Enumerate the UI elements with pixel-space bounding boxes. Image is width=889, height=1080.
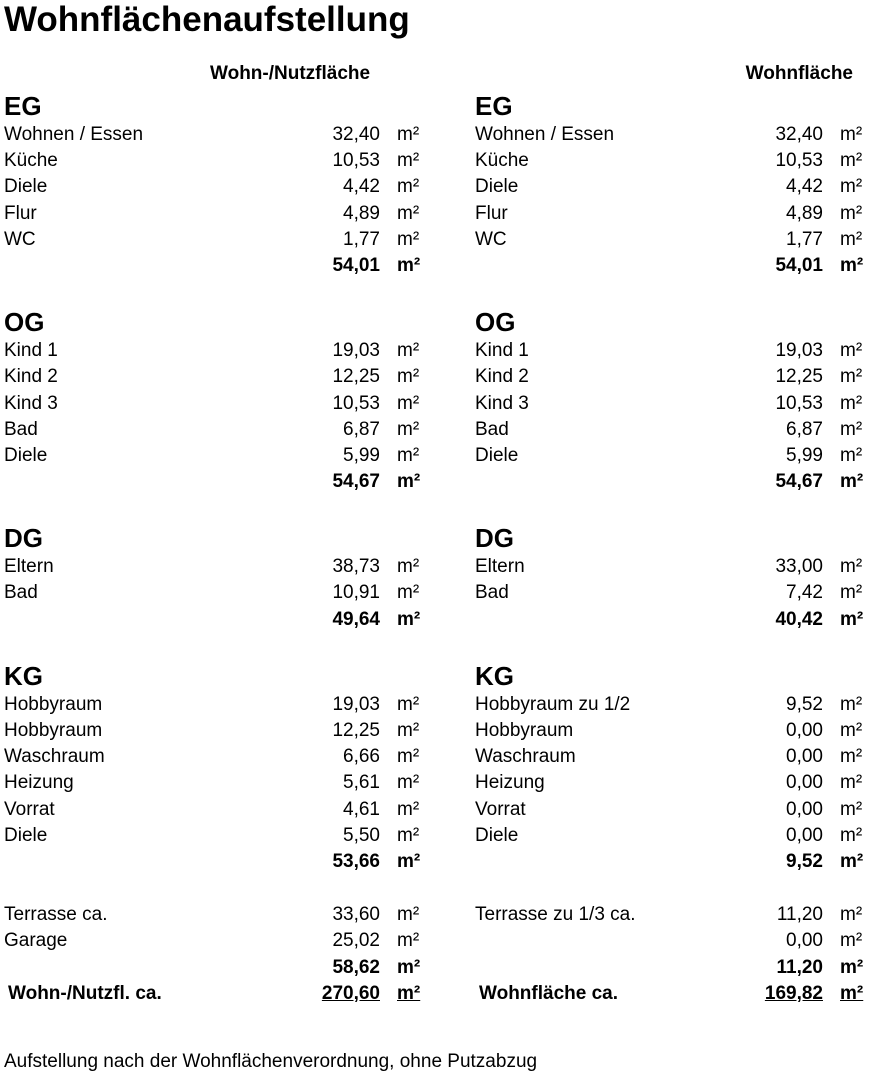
area-value: 4,61 [343,798,380,820]
section-kg [4,660,424,875]
room-label: Waschraum [4,746,105,768]
table-row [4,174,424,200]
spacer [4,875,424,902]
subtotal-row [4,607,424,633]
area-value: 6,87 [786,418,823,440]
spacer [475,495,867,522]
table-row [4,443,424,469]
area-value: 0,00 [786,772,823,794]
table-row [475,338,867,364]
subtotal-value: 54,67 [775,471,823,493]
table-row [4,391,424,417]
subtotal-value: 54,01 [332,254,380,276]
unit-label: m² [397,930,420,952]
column-header-wohn-nutzflaeche: Wohn-/Nutzfläche [210,63,371,84]
room-label: Diele [4,176,48,198]
room-label: Terrasse zu 1/3 ca. [475,904,636,926]
section-og [4,306,424,495]
unit-label: m² [397,124,420,145]
subtotal-row [4,253,424,279]
table-row [4,122,424,148]
grand-total-row [475,981,867,1007]
unit-label: m² [840,471,864,493]
floor-heading: DG [4,523,43,554]
table-row [4,823,424,849]
column-wohnflaeche [475,90,867,1007]
room-label: Heizung [475,772,545,794]
section-og [475,306,867,495]
subtotal-value: 58,62 [332,956,380,978]
room-label: Hobbyraum zu 1/2 [475,693,631,715]
room-label: Terrasse ca. [4,904,108,926]
unit-label: m² [840,608,864,630]
area-value: 10,53 [775,392,823,414]
table-row [475,201,867,227]
unit-label: m² [840,693,863,715]
column-wohn-nutzflaeche [4,90,424,1007]
area-value: 4,42 [786,176,823,198]
unit-label: m² [397,798,420,820]
room-label: Bad [4,582,38,604]
table-row [475,744,867,770]
floor-heading: EG [475,91,513,121]
unit-label: m² [397,228,420,250]
room-label: Bad [4,418,38,440]
room-label: Kind 2 [4,366,58,388]
area-value: 33,60 [332,904,380,926]
unit-label: m² [840,202,863,224]
unit-label: m² [397,746,420,768]
area-value: 25,02 [332,930,380,952]
unit-label: m² [397,850,421,872]
spacer [4,633,424,660]
area-value: 10,53 [332,150,380,172]
table-row [475,580,867,606]
table-row [475,902,867,928]
footnote: Aufstellung nach der Wohnflächenverordnung, ohne Putzabzug [4,1051,538,1072]
unit-label: m² [397,418,420,440]
floor-heading: KG [4,660,43,691]
unit-label: m² [397,176,420,198]
grand-total-value: 270,60 [321,982,380,1004]
unit-label: m² [397,150,420,172]
grand-total-label: Wohnfläche ca. [479,982,619,1004]
subtotal-row [475,607,867,633]
subtotal-row [475,253,867,279]
unit-label: m² [397,202,420,224]
table-row [475,148,867,174]
unit-label: m² [397,693,420,715]
area-value: 32,40 [332,124,380,145]
area-value: 0,00 [786,720,823,741]
area-value: 4,42 [343,176,380,198]
area-value: 5,61 [343,772,380,794]
room-label: Wohnen / Essen [475,124,615,145]
unit-label: m² [840,956,864,978]
unit-label: m² [397,254,421,276]
grand-total-row [4,981,424,1007]
unit-label: m² [397,720,420,741]
area-value: 5,99 [786,444,823,466]
room-label: Kind 3 [475,392,529,414]
room-label: Garage [4,930,68,952]
room-label: Eltern [4,556,54,578]
subtotal-value: 11,20 [776,956,823,978]
area-value: 12,25 [775,366,823,388]
subtotal-value: 54,01 [775,254,823,276]
subtotal-value: 40,42 [775,608,823,630]
area-value: 4,89 [786,202,823,224]
spacer [475,279,867,306]
room-label: Kind 2 [475,366,529,388]
spacer [475,633,867,660]
page-title: Wohnflächenaufstellung [4,0,410,39]
room-label: Kind 1 [4,340,58,362]
unit-label: m² [840,772,863,794]
room-label: Diele [475,824,519,846]
unit-label: m² [397,444,420,466]
table-row [4,692,424,718]
table-row [4,718,424,744]
subtotal-row [4,955,424,981]
room-label: Vorrat [475,798,526,820]
column-header-wohnflaeche: Wohnfläche [745,63,853,84]
unit-label: m² [840,746,863,768]
room-label: Hobbyraum [4,693,103,715]
unit-label: m² [397,366,420,388]
area-value: 19,03 [332,693,380,715]
unit-label: m² [397,392,420,414]
table-row [475,122,867,148]
unit-label: m² [840,904,863,926]
unit-label: m² [840,824,863,846]
unit-label: m² [840,254,864,276]
area-value: 1,77 [786,228,823,250]
table-row [4,770,424,796]
area-value: 1,77 [343,228,380,250]
table-row [475,391,867,417]
room-label: Hobbyraum [4,720,103,741]
room-label: Waschraum [475,746,576,768]
area-value: 10,53 [332,392,380,414]
section-kg [475,660,867,875]
unit-label: m² [397,340,420,362]
room-label: Flur [475,202,508,224]
unit-label: m² [840,392,863,414]
section-dg [475,522,867,633]
room-label: Vorrat [4,798,55,820]
room-label: Kind 3 [4,392,58,414]
subtotal-value: 54,67 [332,471,380,493]
grand-total-value: 169,82 [764,982,823,1004]
unit-label: m² [840,366,863,388]
section-extra [4,902,424,981]
unit-label: m² [397,582,420,604]
area-value: 0,00 [786,824,823,846]
room-label: Diele [475,176,519,198]
table-row [4,744,424,770]
room-label: Heizung [4,772,74,794]
subtotal-value: 9,52 [786,850,823,872]
floor-heading: OG [4,307,45,338]
area-value: 9,52 [786,693,823,715]
area-value: 10,91 [332,582,380,604]
table-row [475,823,867,849]
area-value: 5,99 [343,444,380,466]
unit-label: m² [397,556,420,578]
table-row [475,174,867,200]
table-row [475,417,867,443]
area-value: 19,03 [775,340,823,362]
table-row [475,554,867,580]
subtotal-row [475,849,867,875]
room-label: Kind 1 [475,340,529,362]
floor-heading: OG [475,307,516,338]
unit-label: m² [397,956,421,978]
room-label: Wohnen / Essen [4,124,144,145]
area-value: 38,73 [332,556,380,578]
table-row [4,928,424,954]
room-label: Bad [475,582,509,604]
table-row [4,902,424,928]
table-row [4,580,424,606]
room-label: Flur [4,202,37,224]
table-row [475,227,867,253]
table-row [475,770,867,796]
unit-label: m² [840,556,863,578]
room-label: Hobbyraum [475,720,574,741]
floor-heading: EG [4,91,42,121]
room-label: Diele [475,444,519,466]
unit-label: m² [840,930,863,952]
unit-label: m² [840,444,863,466]
room-label: Eltern [475,556,525,578]
unit-label: m² [397,772,420,794]
subtotal-row [475,955,867,981]
grand-total-label: Wohn-/Nutzfl. ca. [8,982,162,1004]
unit-label: m² [840,720,863,741]
unit-label: m² [397,471,421,493]
table-row [475,718,867,744]
table-row [475,928,867,954]
floor-heading: KG [475,660,514,691]
unit-label: m² [397,608,421,630]
subtotal-row [4,469,424,495]
unit-label: m² [840,124,863,145]
room-label: WC [475,228,507,250]
area-value: 12,25 [332,366,380,388]
area-value: 0,00 [786,798,823,820]
subtotal-value: 49,64 [332,608,380,630]
unit-label: m² [840,982,864,1004]
unit-label: m² [840,798,863,820]
table-row [4,227,424,253]
room-label: Diele [4,824,48,846]
section-eg [4,90,424,279]
floor-heading: DG [475,523,514,554]
area-value: 4,89 [343,202,380,224]
unit-label: m² [840,850,864,872]
table-row [4,417,424,443]
table-row [4,364,424,390]
area-value: 6,87 [343,418,380,440]
table-row [4,338,424,364]
area-value: 7,42 [786,582,823,604]
area-value: 0,00 [786,746,823,768]
area-value: 32,40 [775,124,823,145]
unit-label: m² [840,582,863,604]
spacer [4,279,424,306]
room-label: Diele [4,444,48,466]
unit-label: m² [840,340,863,362]
unit-label: m² [840,228,863,250]
table-row [475,797,867,823]
spacer [475,875,867,902]
area-value: 19,03 [332,340,380,362]
unit-label: m² [840,418,863,440]
spacer [4,495,424,522]
table-row [4,148,424,174]
area-value: 5,50 [343,824,380,846]
area-value: 6,66 [343,746,380,768]
area-value: 11,20 [776,904,823,926]
area-value: 12,25 [332,720,380,741]
room-label: Küche [4,150,58,172]
unit-label: m² [397,824,420,846]
subtotal-row [475,469,867,495]
table-row [4,201,424,227]
area-value: 33,00 [775,556,823,578]
unit-label: m² [840,176,863,198]
room-label: Küche [475,150,529,172]
area-value: 10,53 [775,150,823,172]
unit-label: m² [397,982,421,1004]
table-row [475,364,867,390]
section-dg [4,522,424,633]
table-row [475,443,867,469]
room-label: Bad [475,418,509,440]
section-eg [475,90,867,279]
subtotal-row [4,849,424,875]
table-row [4,554,424,580]
room-label: WC [4,228,36,250]
section-extra [475,902,867,981]
table-row [475,692,867,718]
subtotal-value: 53,66 [332,850,380,872]
unit-label: m² [397,904,420,926]
unit-label: m² [840,150,863,172]
table-row [4,797,424,823]
area-value: 0,00 [786,930,823,952]
